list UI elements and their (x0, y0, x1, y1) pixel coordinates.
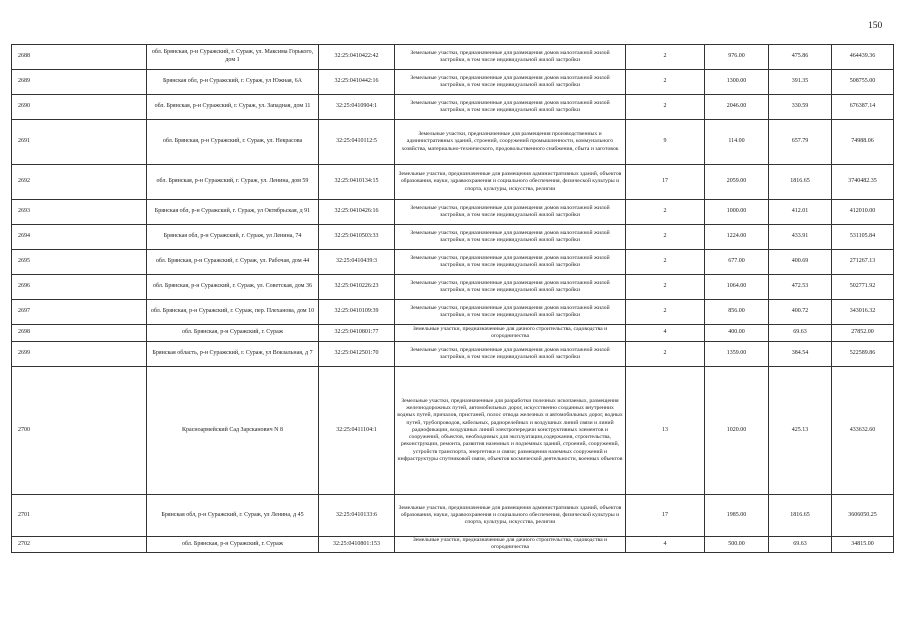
cell-cadastral-number: 32:25:0410904:1 (319, 95, 395, 120)
cell-specific-value: 433.91 (769, 225, 832, 250)
cell-cadastral-number: 32:25:0411104:1 (319, 367, 395, 495)
cell-area: 856.00 (705, 300, 769, 325)
cell-cadastral-number: 32:25:0410426:16 (319, 200, 395, 225)
cell-cadastral-number: 32:25:0410112:5 (319, 120, 395, 165)
table-row (12, 367, 894, 495)
cell-area: 500.00 (705, 537, 769, 553)
cell-area: 2059.00 (705, 165, 769, 200)
cell-area: 114.00 (705, 120, 769, 165)
cell-group: 2 (626, 95, 705, 120)
cell-specific-value: 472.53 (769, 275, 832, 300)
cell-cadastral-value: 3606050.25 (832, 495, 894, 537)
cell-address: обл. Брянская, р-н Суражский, г. Сураж, ул. Советская, дом 36 (147, 275, 319, 300)
cell-cadastral-number: 32:25:0410109:39 (319, 300, 395, 325)
cell-land-use: Земельные участки, предназначенные для размещения домов малоэтажной жилой застройки, в том числе индивидуальной жилой застройки (395, 250, 626, 275)
cell-land-use: Земельные участки, предназначенные для размещения домов малоэтажной жилой застройки, в том числе индивидуальной жилой застройки (395, 200, 626, 225)
cell-area: 1300.00 (705, 70, 769, 95)
cell-group: 2 (626, 250, 705, 275)
cell-row-number: 2693 (12, 200, 147, 225)
cell-row-number: 2701 (12, 495, 147, 537)
cell-group: 2 (626, 342, 705, 367)
cell-cadastral-number: 32:25:0410439:3 (319, 250, 395, 275)
cell-area: 1224.00 (705, 225, 769, 250)
cell-specific-value: 400.69 (769, 250, 832, 275)
cell-specific-value: 330.59 (769, 95, 832, 120)
cell-area: 1020.00 (705, 367, 769, 495)
cell-cadastral-number: 32:25:0410801:77 (319, 325, 395, 342)
cell-cadastral-value: 502771.92 (832, 275, 894, 300)
cell-cadastral-number: 32:25:0410133:6 (319, 495, 395, 537)
cell-row-number: 2691 (12, 120, 147, 165)
cell-address: обл. Брянская, р-н Суражский, г. Сураж, пер. Плеханова, дом 10 (147, 300, 319, 325)
cell-row-number: 2689 (12, 70, 147, 95)
cell-land-use: Земельные участки, предназначенные для размещения домов малоэтажной жилой застройки, в том числе индивидуальной жилой застройки (395, 70, 626, 95)
cell-land-use: Земельные участки, предназначенные для размещения домов малоэтажной жилой застройки, в том числе индивидуальной жилой застройки (395, 342, 626, 367)
cell-cadastral-value: 3740482.35 (832, 165, 894, 200)
cell-row-number: 2700 (12, 367, 147, 495)
cell-group: 2 (626, 225, 705, 250)
land-registry-table (11, 44, 894, 553)
cell-cadastral-value: 508755.00 (832, 70, 894, 95)
cell-cadastral-value: 522589.86 (832, 342, 894, 367)
cell-address: обл. Брянская, р-н Суражский, г. Сураж, ул. Ленина, дом 59 (147, 165, 319, 200)
table-row (12, 495, 894, 537)
cell-group: 17 (626, 165, 705, 200)
cell-land-use: Земельные участки, предназначенные для размещения домов малоэтажной жилой застройки, в том числе индивидуальной жилой застройки (395, 225, 626, 250)
cell-row-number: 2702 (12, 537, 147, 553)
cell-cadastral-value: 433632.60 (832, 367, 894, 495)
cell-specific-value: 425.13 (769, 367, 832, 495)
cell-cadastral-value: 412010.00 (832, 200, 894, 225)
table-row (12, 325, 894, 342)
cell-area: 1359.00 (705, 342, 769, 367)
table-row (12, 250, 894, 275)
table-row (12, 275, 894, 300)
cell-address: обл. Брянская, р-н Суражский, г. Сураж, ул. Некрасова (147, 120, 319, 165)
cell-address: обл. Брянская, р-н Суражский, г. Сураж, ул. Максима Горького, дом 1 (147, 45, 319, 70)
cell-cadastral-value: 271267.13 (832, 250, 894, 275)
cell-land-use: Земельные участки, предназначенные для дачного строительства, садоводства и огородничества (395, 537, 626, 553)
cell-specific-value: 69.63 (769, 325, 832, 342)
cell-specific-value: 384.54 (769, 342, 832, 367)
cell-address: обл. Брянская, р-н Суражский, г. Сураж (147, 325, 319, 342)
cell-cadastral-number: 32:25:0410226:23 (319, 275, 395, 300)
cell-address: обл. Брянская, р-н Суражский, г. Сураж (147, 537, 319, 553)
cell-cadastral-number: 32:25:0410801:153 (319, 537, 395, 553)
cell-cadastral-number: 32:25:0410422:42 (319, 45, 395, 70)
cell-group: 2 (626, 70, 705, 95)
cell-cadastral-number: 32:25:0410503:33 (319, 225, 395, 250)
cell-cadastral-value: 343016.32 (832, 300, 894, 325)
table-row (12, 95, 894, 120)
table-row (12, 300, 894, 325)
cell-group: 2 (626, 45, 705, 70)
cell-cadastral-value: 464439.36 (832, 45, 894, 70)
cell-land-use: Земельные участки, предназначенные для размещения административных зданий, объектов образования, науки, здравоохранения и социального обеспечения, физической культуры и спорта, культуры, искусства, религии (395, 495, 626, 537)
cell-address: обл. Брянская, р-н Суражский, г. Сураж, ул. Западная, дом 11 (147, 95, 319, 120)
cell-land-use: Земельные участки, предназначенные для дачного строительства, садоводства и огородничества (395, 325, 626, 342)
cell-land-use: Земельные участки, предназначенные для размещения домов малоэтажной жилой застройки, в том числе индивидуальной жилой застройки (395, 275, 626, 300)
cell-address: Брянская область, р-н Суражский, г. Сураж, ул Вокзальная, д 7 (147, 342, 319, 367)
cell-specific-value: 475.86 (769, 45, 832, 70)
cell-row-number: 2688 (12, 45, 147, 70)
cell-specific-value: 657.79 (769, 120, 832, 165)
cell-land-use: Земельные участки, предназначенные для размещения домов малоэтажной жилой застройки, в том числе индивидуальной жилой застройки (395, 45, 626, 70)
cell-cadastral-value: 676387.14 (832, 95, 894, 120)
cell-row-number: 2696 (12, 275, 147, 300)
cell-address: Брянская обл, р-н Суражский, г. Сураж, ул Октябрьская, д 91 (147, 200, 319, 225)
cell-row-number: 2699 (12, 342, 147, 367)
cell-specific-value: 69.63 (769, 537, 832, 553)
cell-land-use: Земельные участки, предназначенные для размещения производственных и административных зданий, строений, сооружений промышленности, коммунального хозяйства, материально-технического, продовольственного снабжения, сбыта и заготовок (395, 120, 626, 165)
table-row (12, 70, 894, 95)
cell-group: 4 (626, 537, 705, 553)
cell-cadastral-value: 531105.84 (832, 225, 894, 250)
cell-specific-value: 1816.65 (769, 495, 832, 537)
cell-cadastral-number: 32:25:0410442:16 (319, 70, 395, 95)
cell-specific-value: 391.35 (769, 70, 832, 95)
cell-address: обл. Брянская, р-н Суражский, г. Сураж, ул. Рабочая, дом 44 (147, 250, 319, 275)
cell-cadastral-value: 34815.00 (832, 537, 894, 553)
cell-group: 9 (626, 120, 705, 165)
cell-row-number: 2698 (12, 325, 147, 342)
registry-body (12, 45, 894, 553)
cell-area: 976.00 (705, 45, 769, 70)
cell-group: 4 (626, 325, 705, 342)
cell-cadastral-number: 32:25:0412501:70 (319, 342, 395, 367)
table-row (12, 120, 894, 165)
cell-row-number: 2690 (12, 95, 147, 120)
cell-land-use: Земельные участки, предназначенные для размещения административных зданий, объектов образования, науки, здравоохранения и социального обеспечения, физической культуры и спорта, культуры, искусства, религии (395, 165, 626, 200)
cell-cadastral-number: 32:25:0410134:15 (319, 165, 395, 200)
cell-address: Брянская обл, р-н Суражский, г. Сураж, ул Южная, 6А (147, 70, 319, 95)
cell-address: Брянская обл, р-н Суражский, г. Сураж, ул Ленина, д 45 (147, 495, 319, 537)
table-row (12, 225, 894, 250)
cell-specific-value: 1816.65 (769, 165, 832, 200)
table-row (12, 45, 894, 70)
cell-group: 17 (626, 495, 705, 537)
cell-area: 400.00 (705, 325, 769, 342)
table-row (12, 200, 894, 225)
cell-area: 2046.00 (705, 95, 769, 120)
cell-area: 677.00 (705, 250, 769, 275)
cell-group: 13 (626, 367, 705, 495)
cell-land-use: Земельные участки, предназначенные для размещения домов малоэтажной жилой застройки, в том числе индивидуальной жилой застройки (395, 95, 626, 120)
cell-land-use: Земельные участки, предназначенные для размещения домов малоэтажной жилой застройки, в том числе индивидуальной жилой застройки (395, 300, 626, 325)
cell-area: 1985.00 (705, 495, 769, 537)
cell-group: 2 (626, 200, 705, 225)
cell-row-number: 2695 (12, 250, 147, 275)
cell-specific-value: 400.72 (769, 300, 832, 325)
cell-area: 1000.00 (705, 200, 769, 225)
cell-area: 1064.00 (705, 275, 769, 300)
table-row (12, 165, 894, 200)
cell-specific-value: 412.01 (769, 200, 832, 225)
cell-cadastral-value: 27852.00 (832, 325, 894, 342)
table-row (12, 537, 894, 553)
cell-row-number: 2692 (12, 165, 147, 200)
page-number: 150 (868, 21, 883, 31)
cell-row-number: 2694 (12, 225, 147, 250)
cell-land-use: Земельные участки, предназначенные для разработки полезных ископаемых, размещения железнодорожных путей, автомобильных дорог, искусственно созданных внутренних водных путей, причалов, пристаней, полос отвода железных и автомобильных дорог, водных путей, трубопроводов, кабельных, радиорелейных и воздушных линий связи и линий радиофикации, воздушных линий электропередачи конструктивных элементов и сооружений, объектов, необходимых для эксплуатации,содержания, строительства, реконструкции, ремонта, развития наземных и подземных зданий, строений, сооружений, устройств транспорта, энергетики и связи; размещения наземных сооружений и инфраструктуры спутниковой связи, объектов космической деятельности, военных объектов (395, 367, 626, 495)
cell-group: 2 (626, 300, 705, 325)
cell-group: 2 (626, 275, 705, 300)
cell-cadastral-value: 74988.06 (832, 120, 894, 165)
cell-address: Брянская обл, р-н Суражский, г. Сураж, ул Ленина, 74 (147, 225, 319, 250)
table-row (12, 342, 894, 367)
cell-row-number: 2697 (12, 300, 147, 325)
cell-address: Красноармейский Сад Зарсканович N 8 (147, 367, 319, 495)
